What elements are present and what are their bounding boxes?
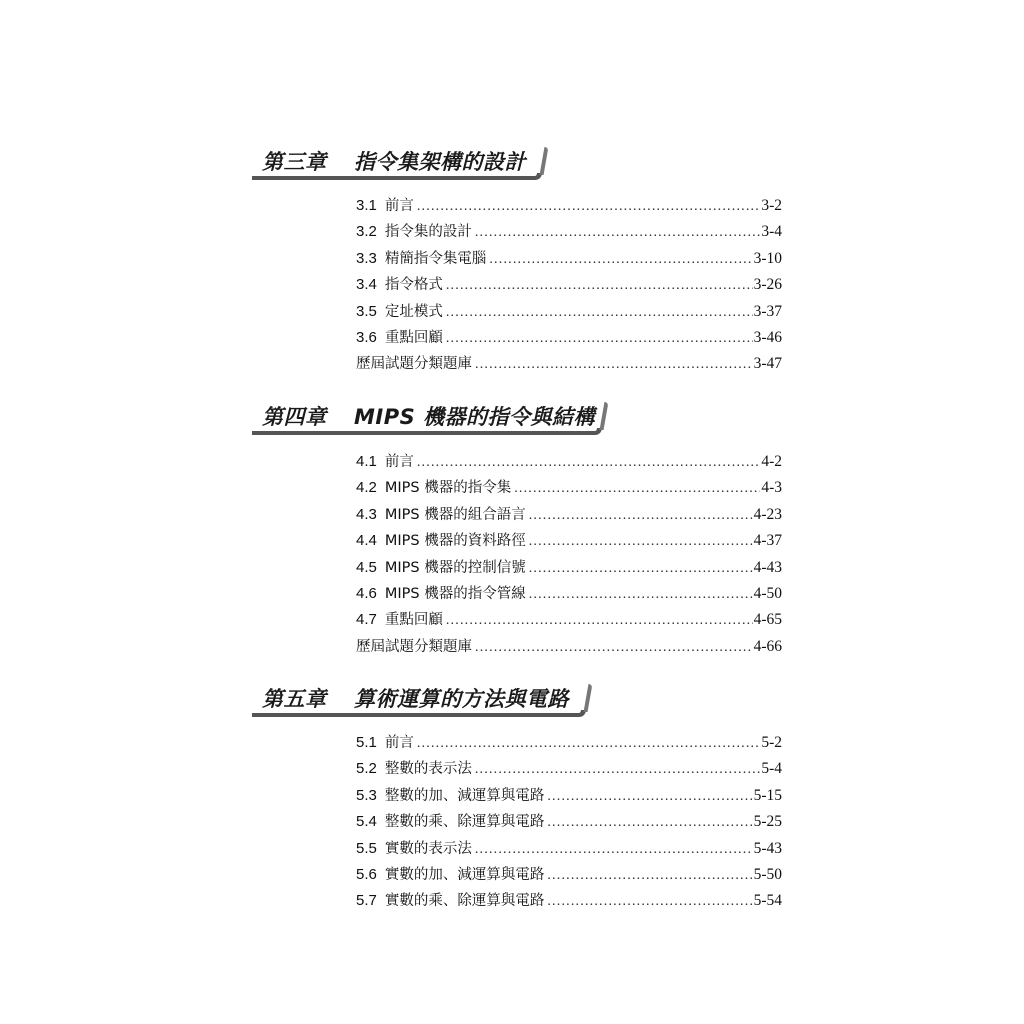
toc-entry-number: 4.7 [356, 611, 377, 629]
toc-leader-dots [417, 736, 760, 752]
toc-leader-dots [489, 252, 752, 268]
toc-entry-number: 4.4 [356, 532, 377, 550]
toc-leader-dots [529, 508, 753, 524]
toc-entry-title: 實數的表示法 [384, 840, 472, 857]
toc-leader-dots [446, 305, 753, 321]
toc-entry[interactable] [356, 220, 782, 246]
toc-entry-page: 4-66 [753, 637, 782, 655]
toc-leader-dots [475, 357, 753, 373]
toc-entry-title: 實數的乘、除運算與電路 [384, 893, 545, 910]
toc-entry[interactable] [356, 757, 782, 783]
chapter-4-label: 第四章 [262, 405, 327, 429]
toc-leader-dots [547, 815, 752, 831]
toc-entry-number: 5.6 [356, 865, 377, 883]
toc-entry[interactable] [356, 784, 782, 810]
chapter-5-header [252, 683, 586, 717]
toc-entry[interactable] [356, 450, 782, 476]
toc-leader-dots [475, 225, 760, 241]
toc-entry-page: 5-50 [753, 865, 782, 883]
toc-entry-number: 4.6 [356, 584, 377, 602]
toc-entry-title: 前言 [384, 454, 414, 470]
toc-entry-title: 指令格式 [384, 277, 443, 294]
toc-entry-number: 5.2 [356, 760, 377, 778]
toc-entry-title: MIPS 機器的指令集 [384, 480, 512, 497]
toc-entry-title: 整數的乘、除運算與電路 [384, 814, 545, 831]
toc-leader-dots [475, 842, 753, 858]
chapter-3-underline [252, 173, 542, 180]
toc-entry-page: 3-10 [753, 249, 782, 267]
toc-entry-number: 5.5 [356, 839, 377, 857]
toc-entry-number: 4.2 [356, 479, 377, 497]
toc-entry-page: 5-4 [761, 760, 782, 778]
toc-leader-dots [446, 278, 753, 294]
toc-entry-number: 3.3 [356, 249, 377, 267]
toc-entry-page: 4-23 [753, 505, 782, 523]
toc-entry-title: 前言 [384, 735, 414, 751]
toc-entry[interactable] [356, 889, 782, 915]
chapter-4-underline [252, 428, 602, 435]
toc-entry-page: 4-50 [753, 584, 782, 602]
toc-entry[interactable] [356, 863, 782, 889]
toc-leader-dots [514, 481, 760, 497]
toc-entry-title: 重點回顧 [384, 612, 443, 629]
toc-entry-number: 3.6 [356, 328, 377, 346]
toc-entry-number: 4.5 [356, 558, 377, 576]
toc-entry-title: 整數的加、減運算與電路 [384, 787, 545, 804]
toc-entry[interactable] [356, 247, 782, 273]
toc-entry-title: 精簡指令集電腦 [384, 250, 487, 267]
toc-entry-title: 前言 [384, 198, 414, 214]
toc-entry-page: 3-37 [753, 302, 782, 320]
chapter-5-label: 第五章 [262, 687, 327, 711]
toc-entry-title: 歷屆試題分類題庫 [356, 356, 472, 373]
chapter-4-title: MIPS 機器的指令與結構 [354, 405, 596, 429]
toc-entry-number: 3.1 [356, 197, 377, 214]
toc-leader-dots [475, 640, 753, 656]
toc-entry[interactable] [356, 503, 782, 529]
toc-entry-page: 3-4 [761, 223, 782, 241]
toc-entry-page: 5-2 [761, 734, 782, 751]
chapter-5-toc [356, 731, 782, 916]
toc-entry-page: 5-25 [753, 813, 782, 831]
toc-entry-title: 實數的加、減運算與電路 [384, 866, 545, 883]
toc-entry-title: MIPS 機器的指令管線 [384, 585, 526, 602]
chapter-3-toc [356, 194, 782, 379]
toc-entry-title: MIPS 機器的組合語言 [384, 506, 526, 523]
toc-entry-page: 4-37 [753, 532, 782, 550]
toc-entry-page: 5-54 [753, 892, 782, 910]
toc-entry[interactable] [356, 635, 782, 661]
toc-leader-dots [529, 534, 753, 550]
toc-entry-page: 4-43 [753, 558, 782, 576]
toc-entry-number: 5.1 [356, 734, 377, 751]
toc-entry[interactable] [356, 476, 782, 502]
toc-entry[interactable] [356, 194, 782, 220]
toc-leader-dots [529, 561, 753, 577]
toc-entry-title: 指令集的設計 [384, 224, 472, 241]
toc-entry-page: 3-47 [753, 355, 782, 373]
toc-entry[interactable] [356, 352, 782, 378]
toc-entry[interactable] [356, 731, 782, 757]
toc-entry-number: 3.5 [356, 302, 377, 320]
toc-entry[interactable] [356, 837, 782, 863]
toc-entry[interactable] [356, 608, 782, 634]
toc-leader-dots [417, 199, 760, 215]
toc-entry-number: 3.4 [356, 276, 377, 294]
toc-entry-page: 3-26 [753, 276, 782, 294]
toc-entry-title: MIPS 機器的資料路徑 [384, 533, 526, 550]
toc-leader-dots [547, 894, 752, 910]
chapter-3-title: 指令集架構的設計 [354, 150, 526, 174]
toc-entry-title: 整數的表示法 [384, 761, 472, 778]
toc-entry-page: 3-46 [753, 328, 782, 346]
toc-leader-dots [446, 331, 753, 347]
toc-leader-dots [547, 868, 752, 884]
toc-entry-number: 3.2 [356, 223, 377, 241]
toc-entry-page: 4-3 [761, 479, 782, 497]
chapter-5-title: 算術運算的方法與電路 [354, 687, 569, 711]
toc-entry[interactable] [356, 326, 782, 352]
chapter-4-toc [356, 450, 782, 661]
toc-entry[interactable] [356, 300, 782, 326]
toc-entry-page: 4-2 [761, 453, 782, 470]
chapter-4-header [252, 401, 602, 435]
toc-entry-number: 5.4 [356, 813, 377, 831]
toc-leader-dots [529, 587, 753, 603]
toc-entry-number: 5.7 [356, 892, 377, 910]
toc-entry-title: 定址模式 [384, 303, 443, 320]
toc-leader-dots [475, 762, 760, 778]
toc-leader-dots [547, 789, 752, 805]
toc-leader-dots [446, 613, 753, 629]
toc-leader-dots [417, 455, 760, 471]
toc-entry[interactable] [356, 529, 782, 555]
toc-entry-title: 重點回顧 [384, 329, 443, 346]
toc-entry-page: 3-2 [761, 197, 782, 214]
toc-entry-page: 5-43 [753, 839, 782, 857]
chapter-3-label: 第三章 [262, 150, 327, 174]
toc-entry-number: 5.3 [356, 786, 377, 804]
chapter-3-header [252, 146, 542, 180]
toc-entry-page: 4-65 [753, 611, 782, 629]
toc-entry[interactable] [356, 810, 782, 836]
toc-entry-title: MIPS 機器的控制信號 [384, 559, 526, 576]
toc-entry-number: 4.3 [356, 505, 377, 523]
toc-entry[interactable] [356, 273, 782, 299]
toc-entry[interactable] [356, 582, 782, 608]
toc-entry-title: 歷屆試題分類題庫 [356, 638, 472, 655]
chapter-5-underline [252, 710, 586, 717]
toc-entry[interactable] [356, 556, 782, 582]
toc-entry-number: 4.1 [356, 453, 377, 470]
toc-entry-page: 5-15 [753, 786, 782, 804]
